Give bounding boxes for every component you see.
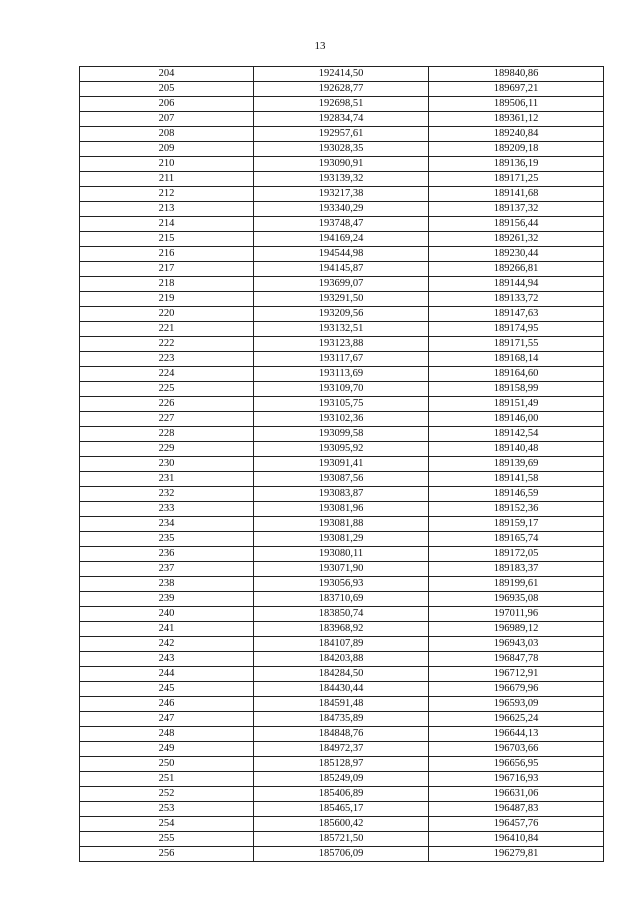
point-number-cell: 220 [80, 307, 254, 322]
y-coordinate-cell: 189139,69 [429, 457, 604, 472]
point-number-cell: 251 [80, 772, 254, 787]
point-number-cell: 225 [80, 382, 254, 397]
x-coordinate-cell: 184972,37 [254, 742, 429, 757]
table-row [80, 172, 604, 187]
table-row [80, 607, 604, 622]
y-coordinate-cell: 189171,55 [429, 337, 604, 352]
x-coordinate-cell: 193071,90 [254, 562, 429, 577]
x-coordinate-cell: 184203,88 [254, 652, 429, 667]
y-coordinate-cell: 189146,00 [429, 412, 604, 427]
coordinates-table [79, 66, 604, 862]
y-coordinate-cell: 189174,95 [429, 322, 604, 337]
table-row [80, 577, 604, 592]
point-number-cell: 252 [80, 787, 254, 802]
table-row [80, 112, 604, 127]
table-row [80, 637, 604, 652]
x-coordinate-cell: 192834,74 [254, 112, 429, 127]
table-row [80, 277, 604, 292]
y-coordinate-cell: 189141,58 [429, 472, 604, 487]
coordinates-table-body [80, 67, 604, 862]
point-number-cell: 216 [80, 247, 254, 262]
table-row [80, 757, 604, 772]
point-number-cell: 250 [80, 757, 254, 772]
table-row [80, 352, 604, 367]
x-coordinate-cell: 184591,48 [254, 697, 429, 712]
x-coordinate-cell: 192414,50 [254, 67, 429, 82]
y-coordinate-cell: 189147,63 [429, 307, 604, 322]
x-coordinate-cell: 185128,97 [254, 757, 429, 772]
x-coordinate-cell: 194544,98 [254, 247, 429, 262]
y-coordinate-cell: 189168,14 [429, 352, 604, 367]
point-number-cell: 209 [80, 142, 254, 157]
point-number-cell: 205 [80, 82, 254, 97]
x-coordinate-cell: 193087,56 [254, 472, 429, 487]
x-coordinate-cell: 193209,56 [254, 307, 429, 322]
y-coordinate-cell: 189144,94 [429, 277, 604, 292]
table-row [80, 682, 604, 697]
table-row [80, 382, 604, 397]
y-coordinate-cell: 189240,84 [429, 127, 604, 142]
point-number-cell: 253 [80, 802, 254, 817]
table-row [80, 67, 604, 82]
y-coordinate-cell: 189506,11 [429, 97, 604, 112]
table-row [80, 412, 604, 427]
point-number-cell: 243 [80, 652, 254, 667]
point-number-cell: 219 [80, 292, 254, 307]
table-row [80, 307, 604, 322]
x-coordinate-cell: 193748,47 [254, 217, 429, 232]
x-coordinate-cell: 193028,35 [254, 142, 429, 157]
point-number-cell: 213 [80, 202, 254, 217]
x-coordinate-cell: 192957,61 [254, 127, 429, 142]
y-coordinate-cell: 196943,03 [429, 637, 604, 652]
y-coordinate-cell: 189140,48 [429, 442, 604, 457]
x-coordinate-cell: 185406,89 [254, 787, 429, 802]
x-coordinate-cell: 185706,09 [254, 847, 429, 862]
y-coordinate-cell: 196679,96 [429, 682, 604, 697]
x-coordinate-cell: 185721,50 [254, 832, 429, 847]
table-row [80, 322, 604, 337]
table-row [80, 157, 604, 172]
point-number-cell: 236 [80, 547, 254, 562]
point-number-cell: 226 [80, 397, 254, 412]
y-coordinate-cell: 189697,21 [429, 82, 604, 97]
x-coordinate-cell: 185600,42 [254, 817, 429, 832]
point-number-cell: 210 [80, 157, 254, 172]
point-number-cell: 233 [80, 502, 254, 517]
x-coordinate-cell: 184848,76 [254, 727, 429, 742]
y-coordinate-cell: 189165,74 [429, 532, 604, 547]
table-row [80, 652, 604, 667]
x-coordinate-cell: 183710,69 [254, 592, 429, 607]
point-number-cell: 218 [80, 277, 254, 292]
table-row [80, 667, 604, 682]
x-coordinate-cell: 193080,11 [254, 547, 429, 562]
table-row [80, 592, 604, 607]
table-row [80, 847, 604, 862]
point-number-cell: 248 [80, 727, 254, 742]
x-coordinate-cell: 193095,92 [254, 442, 429, 457]
point-number-cell: 215 [80, 232, 254, 247]
y-coordinate-cell: 189266,81 [429, 262, 604, 277]
table-row [80, 802, 604, 817]
x-coordinate-cell: 184284,50 [254, 667, 429, 682]
point-number-cell: 206 [80, 97, 254, 112]
y-coordinate-cell: 189209,18 [429, 142, 604, 157]
point-number-cell: 237 [80, 562, 254, 577]
x-coordinate-cell: 193083,87 [254, 487, 429, 502]
y-coordinate-cell: 196935,08 [429, 592, 604, 607]
point-number-cell: 222 [80, 337, 254, 352]
point-number-cell: 255 [80, 832, 254, 847]
x-coordinate-cell: 183850,74 [254, 607, 429, 622]
point-number-cell: 230 [80, 457, 254, 472]
y-coordinate-cell: 196631,06 [429, 787, 604, 802]
y-coordinate-cell: 196487,83 [429, 802, 604, 817]
table-row [80, 562, 604, 577]
table-row [80, 292, 604, 307]
point-number-cell: 240 [80, 607, 254, 622]
table-row [80, 817, 604, 832]
point-number-cell: 249 [80, 742, 254, 757]
x-coordinate-cell: 193139,32 [254, 172, 429, 187]
x-coordinate-cell: 194145,87 [254, 262, 429, 277]
x-coordinate-cell: 193091,41 [254, 457, 429, 472]
y-coordinate-cell: 189133,72 [429, 292, 604, 307]
x-coordinate-cell: 185465,17 [254, 802, 429, 817]
y-coordinate-cell: 189261,32 [429, 232, 604, 247]
y-coordinate-cell: 197011,96 [429, 607, 604, 622]
table-row [80, 517, 604, 532]
x-coordinate-cell: 193117,67 [254, 352, 429, 367]
point-number-cell: 254 [80, 817, 254, 832]
point-number-cell: 245 [80, 682, 254, 697]
y-coordinate-cell: 196656,95 [429, 757, 604, 772]
x-coordinate-cell: 183968,92 [254, 622, 429, 637]
x-coordinate-cell: 193056,93 [254, 577, 429, 592]
point-number-cell: 221 [80, 322, 254, 337]
x-coordinate-cell: 193291,50 [254, 292, 429, 307]
x-coordinate-cell: 193102,36 [254, 412, 429, 427]
y-coordinate-cell: 196847,78 [429, 652, 604, 667]
y-coordinate-cell: 189156,44 [429, 217, 604, 232]
page-number: 13 [314, 40, 326, 52]
x-coordinate-cell: 193081,96 [254, 502, 429, 517]
x-coordinate-cell: 194169,24 [254, 232, 429, 247]
table-row [80, 742, 604, 757]
x-coordinate-cell: 193090,91 [254, 157, 429, 172]
point-number-cell: 234 [80, 517, 254, 532]
y-coordinate-cell: 189141,68 [429, 187, 604, 202]
x-coordinate-cell: 184107,89 [254, 637, 429, 652]
table-row [80, 367, 604, 382]
y-coordinate-cell: 196593,09 [429, 697, 604, 712]
x-coordinate-cell: 184430,44 [254, 682, 429, 697]
y-coordinate-cell: 189158,99 [429, 382, 604, 397]
point-number-cell: 238 [80, 577, 254, 592]
x-coordinate-cell: 193081,88 [254, 517, 429, 532]
point-number-cell: 223 [80, 352, 254, 367]
x-coordinate-cell: 184735,89 [254, 712, 429, 727]
x-coordinate-cell: 192628,77 [254, 82, 429, 97]
point-number-cell: 224 [80, 367, 254, 382]
point-number-cell: 228 [80, 427, 254, 442]
point-number-cell: 246 [80, 697, 254, 712]
point-number-cell: 227 [80, 412, 254, 427]
y-coordinate-cell: 189199,61 [429, 577, 604, 592]
y-coordinate-cell: 196716,93 [429, 772, 604, 787]
point-number-cell: 204 [80, 67, 254, 82]
table-row [80, 622, 604, 637]
y-coordinate-cell: 196279,81 [429, 847, 604, 862]
y-coordinate-cell: 189172,05 [429, 547, 604, 562]
table-row [80, 82, 604, 97]
y-coordinate-cell: 189146,59 [429, 487, 604, 502]
y-coordinate-cell: 196712,91 [429, 667, 604, 682]
y-coordinate-cell: 189361,12 [429, 112, 604, 127]
y-coordinate-cell: 196644,13 [429, 727, 604, 742]
point-number-cell: 244 [80, 667, 254, 682]
x-coordinate-cell: 193340,29 [254, 202, 429, 217]
table-row [80, 397, 604, 412]
y-coordinate-cell: 196625,24 [429, 712, 604, 727]
table-row [80, 697, 604, 712]
table-row [80, 337, 604, 352]
table-row [80, 232, 604, 247]
point-number-cell: 207 [80, 112, 254, 127]
x-coordinate-cell: 192698,51 [254, 97, 429, 112]
table-row [80, 142, 604, 157]
point-number-cell: 241 [80, 622, 254, 637]
point-number-cell: 242 [80, 637, 254, 652]
table-row [80, 712, 604, 727]
point-number-cell: 211 [80, 172, 254, 187]
table-row [80, 787, 604, 802]
table-row [80, 532, 604, 547]
y-coordinate-cell: 189136,19 [429, 157, 604, 172]
table-row [80, 502, 604, 517]
x-coordinate-cell: 185249,09 [254, 772, 429, 787]
x-coordinate-cell: 193699,07 [254, 277, 429, 292]
table-row [80, 247, 604, 262]
table-row [80, 427, 604, 442]
x-coordinate-cell: 193217,38 [254, 187, 429, 202]
table-row [80, 772, 604, 787]
point-number-cell: 232 [80, 487, 254, 502]
y-coordinate-cell: 189151,49 [429, 397, 604, 412]
table-row [80, 727, 604, 742]
point-number-cell: 214 [80, 217, 254, 232]
y-coordinate-cell: 196703,66 [429, 742, 604, 757]
point-number-cell: 212 [80, 187, 254, 202]
x-coordinate-cell: 193113,69 [254, 367, 429, 382]
table-row [80, 217, 604, 232]
table-row [80, 202, 604, 217]
y-coordinate-cell: 196410,84 [429, 832, 604, 847]
y-coordinate-cell: 189230,44 [429, 247, 604, 262]
table-row [80, 127, 604, 142]
y-coordinate-cell: 196457,76 [429, 817, 604, 832]
table-row [80, 442, 604, 457]
point-number-cell: 256 [80, 847, 254, 862]
y-coordinate-cell: 189171,25 [429, 172, 604, 187]
table-row [80, 487, 604, 502]
y-coordinate-cell: 196989,12 [429, 622, 604, 637]
x-coordinate-cell: 193105,75 [254, 397, 429, 412]
y-coordinate-cell: 189183,37 [429, 562, 604, 577]
point-number-cell: 217 [80, 262, 254, 277]
point-number-cell: 208 [80, 127, 254, 142]
table-row [80, 832, 604, 847]
x-coordinate-cell: 193132,51 [254, 322, 429, 337]
table-row [80, 472, 604, 487]
y-coordinate-cell: 189164,60 [429, 367, 604, 382]
table-row [80, 547, 604, 562]
y-coordinate-cell: 189840,86 [429, 67, 604, 82]
point-number-cell: 229 [80, 442, 254, 457]
y-coordinate-cell: 189159,17 [429, 517, 604, 532]
point-number-cell: 231 [80, 472, 254, 487]
x-coordinate-cell: 193109,70 [254, 382, 429, 397]
x-coordinate-cell: 193099,58 [254, 427, 429, 442]
y-coordinate-cell: 189142,54 [429, 427, 604, 442]
table-row [80, 97, 604, 112]
x-coordinate-cell: 193081,29 [254, 532, 429, 547]
point-number-cell: 247 [80, 712, 254, 727]
y-coordinate-cell: 189137,32 [429, 202, 604, 217]
point-number-cell: 235 [80, 532, 254, 547]
table-row [80, 187, 604, 202]
x-coordinate-cell: 193123,88 [254, 337, 429, 352]
y-coordinate-cell: 189152,36 [429, 502, 604, 517]
point-number-cell: 239 [80, 592, 254, 607]
table-row [80, 457, 604, 472]
table-row [80, 262, 604, 277]
